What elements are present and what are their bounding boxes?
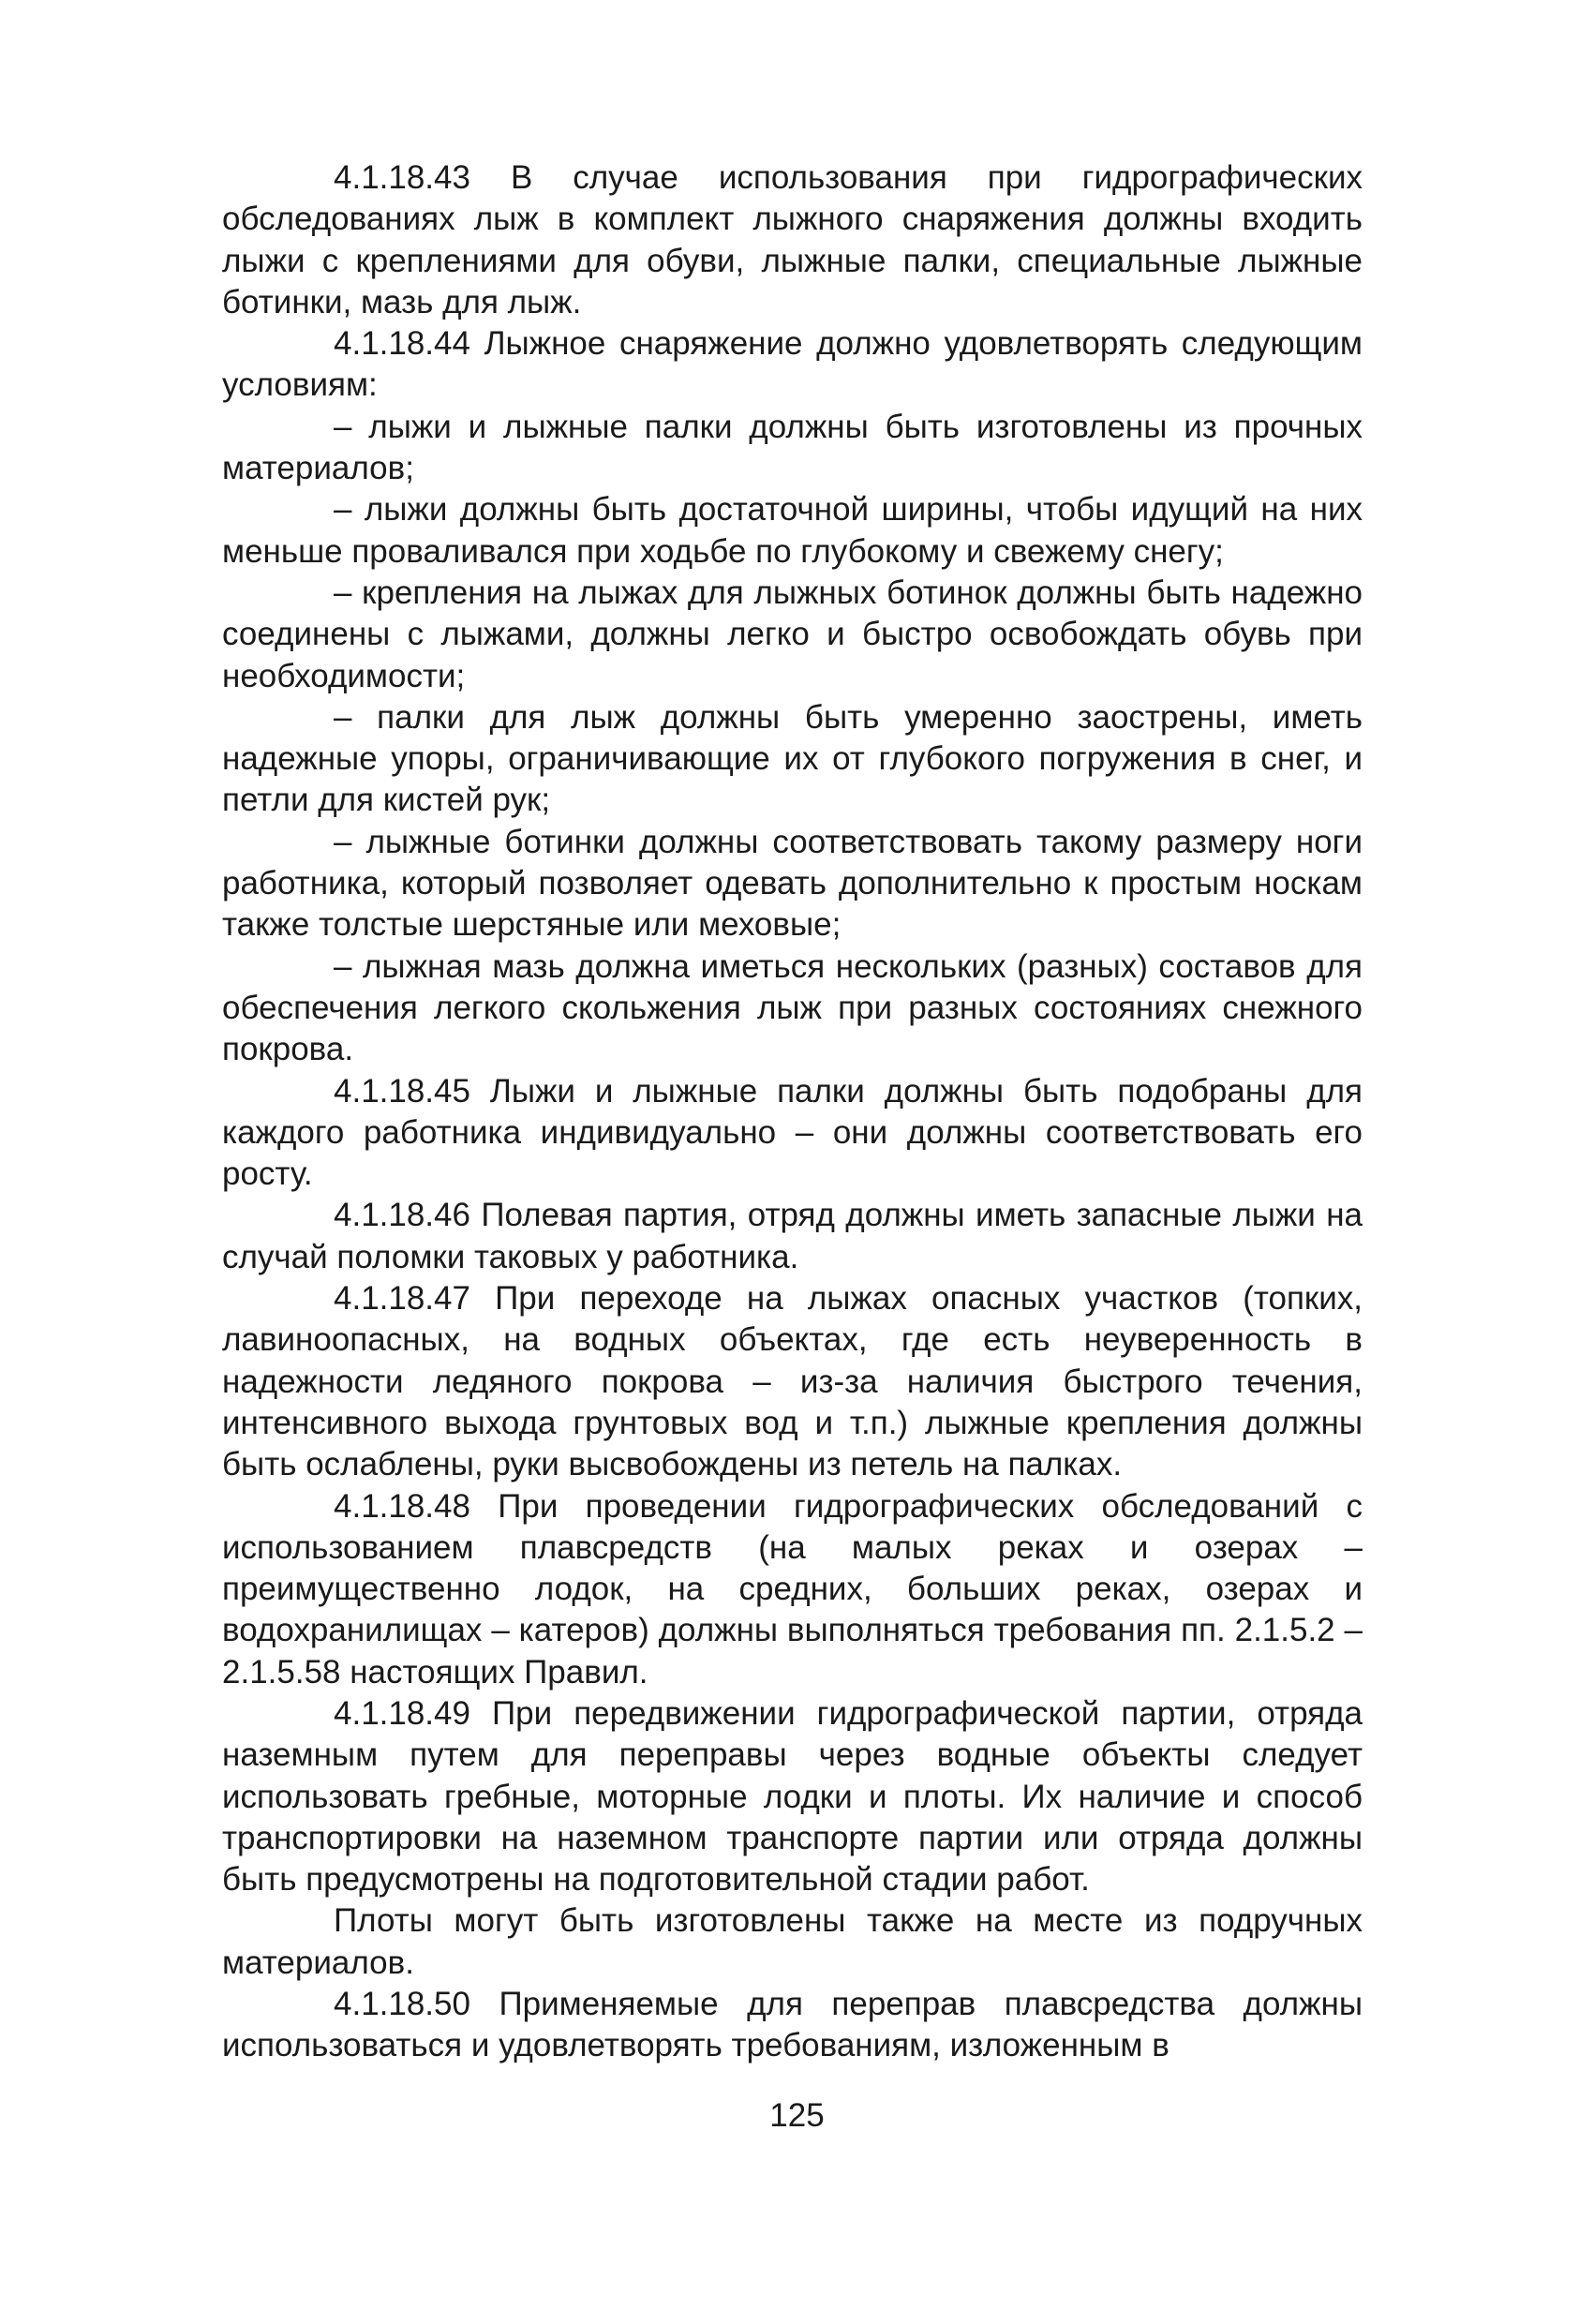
list-item-skis-width: – лыжи должны быть достаточной ширины, чтобы идущий на них меньше проваливался при ходьбе по глубокому и свежему снегу; <box>222 491 1363 570</box>
paragraph-4-1-18-48: 4.1.18.48 При проведении гидрографических обследований с использованием плавсредств (на малых реках и озерах – преимущественно лодок, на средних, больших реках, озерах и водохранилищах – катеров) должны выполняться требования пп. 2.1.5.2 – 2.1.5.58 настоящих Правил. <box>222 1487 1363 1691</box>
paragraph-rafts: Плоты могут быть изготовлены также на месте из подручных материалов. <box>222 1902 1363 1981</box>
list-item-wax: – лыжная мазь должна иметься нескольких (разных) составов для обеспечения легкого скольжения лыж при разных состояниях снежного покрова. <box>222 947 1363 1068</box>
page-number: 125 <box>769 2097 825 2134</box>
paragraph-4-1-18-43: 4.1.18.43 В случае использования при гидрографических обследованиях лыж в комплект лыжного снаряжения должны входить лыжи с креплениями для обуви, лыжные палки, специальные лыжные ботинки, мазь для лыж. <box>222 159 1363 320</box>
paragraph-4-1-18-45: 4.1.18.45 Лыжи и лыжные палки должны быть подобраны для каждого работника индивидуально – они должны соответствовать его росту. <box>222 1072 1363 1193</box>
paragraph-4-1-18-46: 4.1.18.46 Полевая партия, отряд должны иметь запасные лыжи на случай поломки таковых у работника. <box>222 1197 1363 1275</box>
list-item-skis-materials: – лыжи и лыжные палки должны быть изготовлены из прочных материалов; <box>222 408 1363 487</box>
list-item-boots: – лыжные ботинки должны соответствовать такому размеру ноги работника, который позволяет одевать дополнительно к простым носкам также толстые шерстяные или меховые; <box>222 823 1363 944</box>
paragraph-4-1-18-50: 4.1.18.50 Применяемые для переправ плавсредства должны использоваться и удовлетворять требованиям, изложенным в <box>222 1986 1363 2064</box>
document-body <box>222 157 1363 2067</box>
paragraph-4-1-18-44: 4.1.18.44 Лыжное снаряжение должно удовлетворять следующим условиям: <box>222 325 1363 404</box>
list-item-bindings: – крепления на лыжах для лыжных ботинок должны быть надежно соединены с лыжами, должны легко и быстро освобождать обувь при необходимости; <box>222 574 1363 694</box>
paragraph-4-1-18-49: 4.1.18.49 При передвижении гидрографической партии, отряда наземным путем для переправы через водные объекты следует использовать гребные, моторные лодки и плоты. Их наличие и способ транспортировки на наземном транспорте партии или отряда должны быть предусмотрены на подготовительной стадии работ. <box>222 1694 1363 1899</box>
list-item-poles: – палки для лыж должны быть умеренно заострены, иметь надежные упоры, ограничивающие их от глубокого погружения в снег, и петли для кистей рук; <box>222 698 1363 819</box>
paragraph-4-1-18-47: 4.1.18.47 При переходе на лыжах опасных участков (топких, лавиноопасных, на водных объектах, где есть неуверенность в надежности ледяного покрова – из-за наличия быстрого течения, интенсивного выхода грунтовых вод и т.п.) лыжные крепления должны быть ослаблены, руки высвобождены из петель на палках. <box>222 1280 1363 1483</box>
